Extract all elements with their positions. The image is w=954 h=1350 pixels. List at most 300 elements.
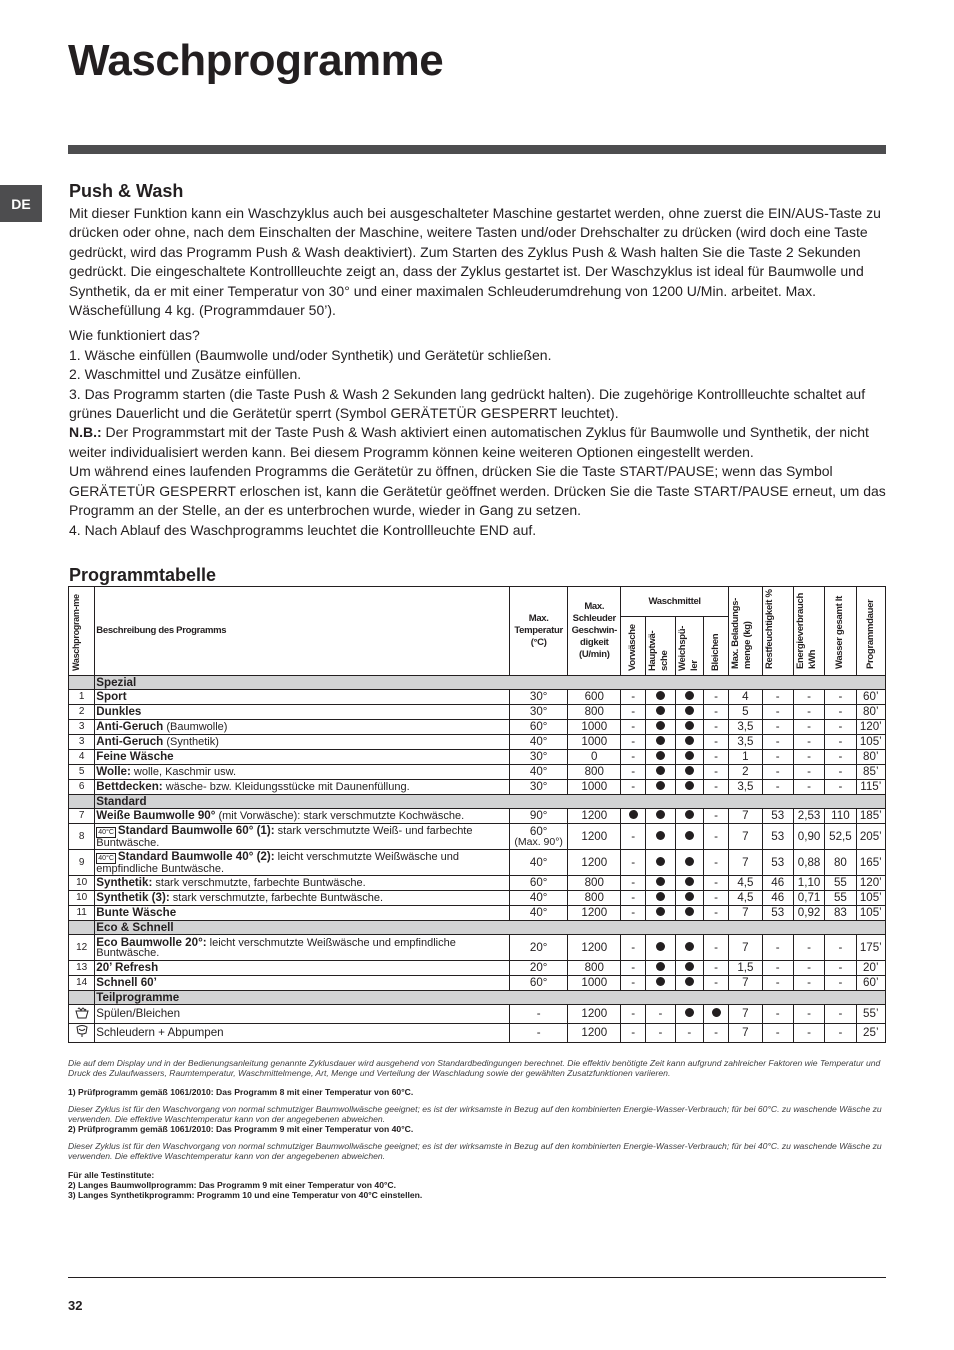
header-moisture: Restfeuchtigkeit % <box>763 589 775 669</box>
filled-dot-icon <box>685 962 694 971</box>
cell-water: - <box>825 976 856 991</box>
cell-main <box>646 735 675 750</box>
filled-dot-icon <box>656 766 665 775</box>
program-number: 10 <box>69 876 95 891</box>
filled-dot-icon <box>712 1008 721 1017</box>
filled-dot-icon <box>685 942 694 951</box>
program-detail: Spülen/Bleichen <box>96 1007 181 1020</box>
cell-pre: - <box>621 1024 646 1043</box>
program-name: Bunte Wäsche <box>96 906 177 919</box>
cell-bleach: - <box>703 891 728 906</box>
push-wash-heading: Push & Wash <box>69 181 184 201</box>
program-number: 3 <box>69 735 95 750</box>
section-name: Standard <box>95 795 886 809</box>
cell-moist: - <box>762 750 793 765</box>
table-row <box>69 735 886 750</box>
table-row <box>69 1005 886 1024</box>
cell-energy: - <box>793 765 824 780</box>
program-description <box>95 809 510 824</box>
cell-water: - <box>825 1024 856 1043</box>
cell-moist: - <box>762 780 793 795</box>
cell-spin: 800 <box>568 891 621 906</box>
program-table-heading: Programmtabelle <box>69 564 217 585</box>
cell-water: - <box>825 935 856 961</box>
cell-main <box>646 765 675 780</box>
cell-spin: 1200 <box>568 1005 621 1024</box>
program-name: Anti-Geruch <box>96 735 164 748</box>
program-name: Synthetik: <box>96 876 153 889</box>
program-number: 6 <box>69 780 95 795</box>
section-name: Teilprogramme <box>95 991 886 1005</box>
cell-spin: 1200 <box>568 935 621 961</box>
cell-temp: 40° <box>509 891 568 906</box>
cell-main <box>646 850 675 876</box>
cell-pre: - <box>621 876 646 891</box>
cell-spin: 1000 <box>568 720 621 735</box>
section-spacer <box>69 795 95 809</box>
cell-soft <box>675 961 703 976</box>
section-row <box>69 676 886 690</box>
program-number: 10 <box>69 891 95 906</box>
cell-load: 7 <box>729 935 762 961</box>
page-number: 32 <box>68 1298 83 1313</box>
table-row <box>69 891 886 906</box>
cell-water: 52,5 <box>825 824 856 850</box>
program-description <box>95 1005 510 1024</box>
program-number: 1 <box>69 690 95 705</box>
section-spacer <box>69 676 95 690</box>
cell-dur: 165’ <box>856 850 885 876</box>
nb-note <box>69 423 886 462</box>
cell-load: 2 <box>729 765 762 780</box>
program-name: Synthetik (3): <box>96 891 170 904</box>
cell-temp: 60° <box>509 720 568 735</box>
cell-dur: 120’ <box>856 720 885 735</box>
program-detail: (Baumwolle) <box>163 721 228 733</box>
cell-soft: - <box>675 1024 703 1043</box>
spin-icon <box>69 1024 95 1043</box>
cell-moist: - <box>762 1005 793 1024</box>
section-row <box>69 991 886 1005</box>
filled-dot-icon <box>656 942 665 951</box>
cell-spin: 1200 <box>568 809 621 824</box>
cell-spin: 1200 <box>568 1024 621 1043</box>
eco-40-icon: 40°C <box>98 854 114 862</box>
program-detail: wäsche- bzw. Kleidungsstücke mit Daunenfüllung. <box>162 781 410 793</box>
institutes-title: Für alle Testinstitute: <box>68 1170 155 1180</box>
program-number: 8 <box>69 824 95 850</box>
program-detail: stark verschmutzte Weiß- und farbechte Buntwäsche. <box>96 824 473 849</box>
header-bleach: Bleichen <box>710 633 722 671</box>
table-row <box>69 690 886 705</box>
filled-dot-icon <box>685 766 694 775</box>
program-number: 7 <box>69 809 95 824</box>
program-description <box>95 961 510 976</box>
cell-dur: 120’ <box>856 876 885 891</box>
cell-energy: - <box>793 1024 824 1043</box>
section-name: Eco & Schnell <box>95 921 886 935</box>
table-row <box>69 961 886 976</box>
cell-pre: - <box>621 750 646 765</box>
cell-bleach: - <box>703 735 728 750</box>
program-description <box>95 705 510 720</box>
filled-dot-icon <box>685 721 694 730</box>
cell-spin: 800 <box>568 765 621 780</box>
cell-pre: - <box>621 891 646 906</box>
program-description <box>95 720 510 735</box>
nb-label: N.B.: <box>69 424 102 441</box>
cell-pre: - <box>621 976 646 991</box>
header-water: Wasser gesamt lt <box>834 596 846 669</box>
cell-energy: - <box>793 750 824 765</box>
cell-temp: 40° <box>509 906 568 921</box>
filled-dot-icon <box>656 721 665 730</box>
cell-moist: - <box>762 690 793 705</box>
program-description <box>95 891 510 906</box>
cell-bleach: - <box>703 935 728 961</box>
program-number: 11 <box>69 906 95 921</box>
program-name: Sport <box>96 690 127 703</box>
cell-pre: - <box>621 935 646 961</box>
program-detail: stark verschmutzte, farbechte Buntwäsche. <box>152 877 366 889</box>
cell-main <box>646 976 675 991</box>
cell-moist: - <box>762 935 793 961</box>
cell-main: - <box>646 1005 675 1024</box>
table-row <box>69 750 886 765</box>
filled-dot-icon <box>656 691 665 700</box>
filled-dot-icon <box>685 1008 694 1017</box>
cell-temp: 60° <box>509 976 568 991</box>
cell-bleach: - <box>703 809 728 824</box>
cell-moist: - <box>762 1024 793 1043</box>
program-name: Standard Baumwolle 40° (2): <box>117 849 275 863</box>
cell-spin: 1000 <box>568 780 621 795</box>
cell-main: - <box>646 1024 675 1043</box>
header-energy: Energieverbrauch kWh <box>795 593 819 669</box>
program-description <box>95 750 510 765</box>
title-divider-bar <box>68 145 886 154</box>
cell-energy: - <box>793 735 824 750</box>
display-note: Die auf dem Display und in der Bedienungsanleitung genannte Zyklusdauer wird ausgehend von Standardbedingungen berechnet. Die effektiv benötigte Zeit kann aufgrund zahlreicher Faktoren wie Temperatur und Druck des Zulaufwassers, Raumtemperatur, Waschmittelmenge, Art, Menge und Verteilung der Waschladung sowie der gewählten Zusatzfunktionen variieren. <box>68 1058 881 1078</box>
cell-energy: 1,10 <box>793 876 824 891</box>
cell-main <box>646 824 675 850</box>
cell-spin: 1000 <box>568 735 621 750</box>
table-row <box>69 850 886 876</box>
program-description <box>95 935 510 961</box>
cell-water: - <box>825 961 856 976</box>
cell-soft <box>675 824 703 850</box>
program-name: Schnell 60’ <box>96 976 157 989</box>
program-detail: Schleudern + Abpumpen <box>96 1026 224 1039</box>
cell-bleach: - <box>703 850 728 876</box>
cell-pre: - <box>621 1005 646 1024</box>
institutes-line-2: 3) Langes Synthetikprogramm: Programm 10 und eine Temperatur von 40°C einstellen. <box>68 1190 423 1200</box>
cell-bleach: - <box>703 961 728 976</box>
cell-main <box>646 720 675 735</box>
cell-water: 55 <box>825 891 856 906</box>
header-prewash: Vorwäsche <box>627 624 639 671</box>
cell-water: - <box>825 735 856 750</box>
filled-dot-icon <box>656 781 665 790</box>
cell-pre: - <box>621 765 646 780</box>
cell-energy: 0,71 <box>793 891 824 906</box>
section-row <box>69 795 886 809</box>
cell-moist: - <box>762 961 793 976</box>
table-row <box>69 876 886 891</box>
cell-energy: - <box>793 976 824 991</box>
cell-load: 4,5 <box>729 876 762 891</box>
table-row <box>69 1024 886 1043</box>
cell-temp: 40° <box>509 735 568 750</box>
cell-soft <box>675 780 703 795</box>
cell-load: 3,5 <box>729 720 762 735</box>
cell-temp: 30° <box>509 780 568 795</box>
cell-energy: 0,90 <box>793 824 824 850</box>
cell-soft <box>675 850 703 876</box>
cell-main <box>646 690 675 705</box>
push-wash-section <box>69 180 886 586</box>
cell-moist: 46 <box>762 876 793 891</box>
cell-load: 5 <box>729 705 762 720</box>
program-detail: wolle, Kaschmir usw. <box>130 766 237 778</box>
program-name: Bettdecken: <box>96 780 163 793</box>
cell-pre: - <box>621 850 646 876</box>
temp-value: 60° <box>529 824 548 838</box>
cell-soft <box>675 1005 703 1024</box>
program-description <box>95 765 510 780</box>
cell-soft <box>675 750 703 765</box>
header-program: Waschprogram-me <box>71 594 81 671</box>
cell-load: 4 <box>729 690 762 705</box>
filled-dot-icon <box>656 877 665 886</box>
cell-energy: 2,53 <box>793 809 824 824</box>
cell-energy: - <box>793 935 824 961</box>
filled-dot-icon <box>656 810 665 819</box>
header-duration: Programmdauer <box>864 599 876 669</box>
cell-moist: 53 <box>762 850 793 876</box>
cell-soft <box>675 891 703 906</box>
filled-dot-icon <box>685 691 694 700</box>
program-number: 13 <box>69 961 95 976</box>
cell-dur: 60’ <box>856 690 885 705</box>
rinse-icon <box>69 1005 95 1024</box>
cell-spin: 800 <box>568 961 621 976</box>
program-name: Standard Baumwolle 60° (1): <box>117 823 275 837</box>
cell-dur: 80’ <box>856 750 885 765</box>
language-tab: DE <box>0 185 42 222</box>
cell-soft <box>675 906 703 921</box>
program-name: 20’ Refresh <box>96 961 159 974</box>
filled-dot-icon <box>685 877 694 886</box>
cell-moist: - <box>762 765 793 780</box>
filled-dot-icon <box>685 857 694 866</box>
cell-load: 7 <box>729 850 762 876</box>
filled-dot-icon <box>629 810 638 819</box>
page-title: Waschprogramme <box>68 36 444 85</box>
program-detail: (Synthetik) <box>163 736 219 748</box>
cell-energy: - <box>793 720 824 735</box>
header-softener: Weichspü-ler <box>676 625 700 671</box>
program-number: 2 <box>69 705 95 720</box>
program-detail: stark verschmutzte, farbechte Buntwäsche. <box>169 892 384 904</box>
section-name: Spezial <box>95 676 886 690</box>
cell-bleach: - <box>703 824 728 850</box>
program-description <box>95 876 510 891</box>
cell-soft <box>675 809 703 824</box>
cell-main <box>646 750 675 765</box>
cell-moist: 53 <box>762 824 793 850</box>
filled-dot-icon <box>685 907 694 916</box>
filled-dot-icon <box>656 977 665 986</box>
section-row <box>69 921 886 935</box>
cell-moist: - <box>762 720 793 735</box>
cell-temp: 30° <box>509 750 568 765</box>
filled-dot-icon <box>685 736 694 745</box>
cell-main <box>646 705 675 720</box>
cell-bleach <box>703 1005 728 1024</box>
filled-dot-icon <box>656 831 665 840</box>
header-spin: Max. Schleuder Geschwin-digkeit (U/min) <box>568 587 621 676</box>
how-it-works-heading: Wie funktioniert das? <box>69 327 200 344</box>
cell-bleach: - <box>703 780 728 795</box>
cell-main <box>646 876 675 891</box>
cell-load: 3,5 <box>729 735 762 750</box>
cell-energy: 0,92 <box>793 906 824 921</box>
filled-dot-icon <box>685 977 694 986</box>
cell-temp: 20° <box>509 935 568 961</box>
test-program-1-title: 1) Prüfprogramm gemäß 1061/2010: Das Programm 8 mit einer Temperatur von 60°C. <box>68 1087 414 1097</box>
push-wash-intro: Mit dieser Funktion kann ein Waschzyklus auch bei ausgeschalteter Maschine gestartet werden, ohne zuerst die EIN/AUS-Taste zu drücken oder ohne, nach dem Einschalten der Maschine, weitere Tasten und/oder Drehschalter zu drücken (wird doch eine Taste gedrückt, wird das Programm Push & Wash deaktiviert). Zum Starten des Zyklus Push & Wash halten Sie die Taste 2 Sekunden gedrückt. Die eingeschaltete Kontrollleuchte zeigt an, dass der Zyklus gestartet ist. Der Waschzyklus ist ideal für Baumwolle und Synthetik, da er mit einer Temperatur von 30° und einer maximalen Schleuderumdrehung von 1200 U/Min. arbeitet. Max. Wäschefüllung 4 kg. (Programmdauer 50’). <box>69 205 881 319</box>
temp-max: (Max. 90°) <box>514 835 563 848</box>
cell-soft <box>675 765 703 780</box>
cell-main <box>646 906 675 921</box>
cell-bleach: - <box>703 876 728 891</box>
program-number: 5 <box>69 765 95 780</box>
cell-load: 7 <box>729 976 762 991</box>
cell-dur: 175’ <box>856 935 885 961</box>
step-1: 1. Wäsche einfüllen (Baumwolle und/oder Synthetik) und Gerätetür schließen. <box>69 346 552 363</box>
cell-soft <box>675 690 703 705</box>
program-number: 12 <box>69 935 95 961</box>
program-table <box>68 586 886 1043</box>
cell-soft <box>675 876 703 891</box>
header-load: Max. Beladungs-menge (kg) <box>730 598 754 669</box>
cell-dur: 105’ <box>856 735 885 750</box>
cell-spin: 1000 <box>568 976 621 991</box>
header-temperature: Max. Temperatur (°C) <box>509 587 568 676</box>
cell-pre: - <box>621 961 646 976</box>
filled-dot-icon <box>656 706 665 715</box>
program-name: Weiße Baumwolle 90° <box>96 809 216 822</box>
cell-soft <box>675 705 703 720</box>
cell-spin: 600 <box>568 690 621 705</box>
cell-water: - <box>825 690 856 705</box>
cell-temp <box>509 824 568 850</box>
cell-temp: 90° <box>509 809 568 824</box>
cell-main <box>646 780 675 795</box>
cell-dur: 115’ <box>856 780 885 795</box>
cell-main <box>646 809 675 824</box>
cell-pre: - <box>621 705 646 720</box>
program-description <box>95 690 510 705</box>
program-name: Anti-Geruch <box>96 720 164 733</box>
cell-dur: 80’ <box>856 705 885 720</box>
cell-energy: - <box>793 690 824 705</box>
cell-pre: - <box>621 735 646 750</box>
cell-bleach: - <box>703 765 728 780</box>
cell-water: - <box>825 705 856 720</box>
program-detail: leicht verschmutzte Weißwäsche und empfindliche Buntwäsche. <box>96 936 456 959</box>
cell-water: - <box>825 750 856 765</box>
program-description <box>95 850 510 876</box>
cell-pre: - <box>621 690 646 705</box>
footnotes <box>68 1058 886 1200</box>
how-it-works-steps <box>69 346 886 540</box>
cell-water: - <box>825 720 856 735</box>
cell-bleach: - <box>703 976 728 991</box>
cell-pre: - <box>621 906 646 921</box>
filled-dot-icon <box>656 892 665 901</box>
program-description <box>95 780 510 795</box>
program-description <box>95 976 510 991</box>
cell-temp: 60° <box>509 876 568 891</box>
cell-spin: 800 <box>568 876 621 891</box>
cell-main <box>646 935 675 961</box>
cell-dur: 105’ <box>856 891 885 906</box>
table-row <box>69 824 886 850</box>
program-description <box>95 735 510 750</box>
table-row <box>69 765 886 780</box>
cell-dur: 85’ <box>856 765 885 780</box>
cell-bleach: - <box>703 750 728 765</box>
section-spacer <box>69 921 95 935</box>
eco-40-icon: 40°C <box>98 828 114 836</box>
cell-water: 83 <box>825 906 856 921</box>
cell-energy: - <box>793 705 824 720</box>
cell-pre <box>621 809 646 824</box>
program-number: 9 <box>69 850 95 876</box>
filled-dot-icon <box>656 736 665 745</box>
test-program-1-text: Dieser Zyklus ist für den Waschvorgang von normal schmutziger Baumwollwäsche geeignet; es ist der wirksamste in Bezug auf den kombinierten Energie-Wasser-Verbrauch; für bei 60°C. zu waschende Wäsche zu verwenden. Die effektive Waschtemperatur kann von der angegebenen abweichen. <box>68 1104 882 1124</box>
program-name: Eco Baumwolle 20°: <box>96 935 207 949</box>
cell-energy: - <box>793 780 824 795</box>
table-row <box>69 976 886 991</box>
cell-soft <box>675 735 703 750</box>
cell-temp: 30° <box>509 690 568 705</box>
filled-dot-icon <box>685 810 694 819</box>
cell-load: 1,5 <box>729 961 762 976</box>
table-row <box>69 705 886 720</box>
cell-temp: 40° <box>509 850 568 876</box>
filled-dot-icon <box>685 831 694 840</box>
cell-energy: - <box>793 961 824 976</box>
filled-dot-icon <box>685 751 694 760</box>
cell-soft <box>675 976 703 991</box>
cell-load: 4,5 <box>729 891 762 906</box>
institutes-line-1: 2) Langes Baumwollprogramm: Das Programm 9 mit einer Temperatur von 40°C. <box>68 1180 397 1190</box>
filled-dot-icon <box>656 962 665 971</box>
pause-note: Um während eines laufenden Programms die Gerätetür zu öffnen, drücken Sie die Taste START/PAUSE; wenn das Symbol GERÄTETÜR GESPERRT erloschen ist, kann die Gerätetür geöffnet werden. Drücken Sie die Taste START/PAUSE erneut, um das Programm an der Stelle, an der es unterbrochen wurde, wieder in Gang zu setzen. <box>69 463 886 519</box>
cell-water: - <box>825 1005 856 1024</box>
cell-moist: 46 <box>762 891 793 906</box>
program-description <box>95 1024 510 1043</box>
cell-spin: 800 <box>568 705 621 720</box>
program-detail: (mit Vorwäsche): stark verschmutzte Kochwäsche. <box>215 810 465 822</box>
cell-dur: 25’ <box>856 1024 885 1043</box>
cell-bleach: - <box>703 690 728 705</box>
step-2: 2. Waschmittel und Zusätze einfüllen. <box>69 366 302 383</box>
cell-temp: 40° <box>509 765 568 780</box>
